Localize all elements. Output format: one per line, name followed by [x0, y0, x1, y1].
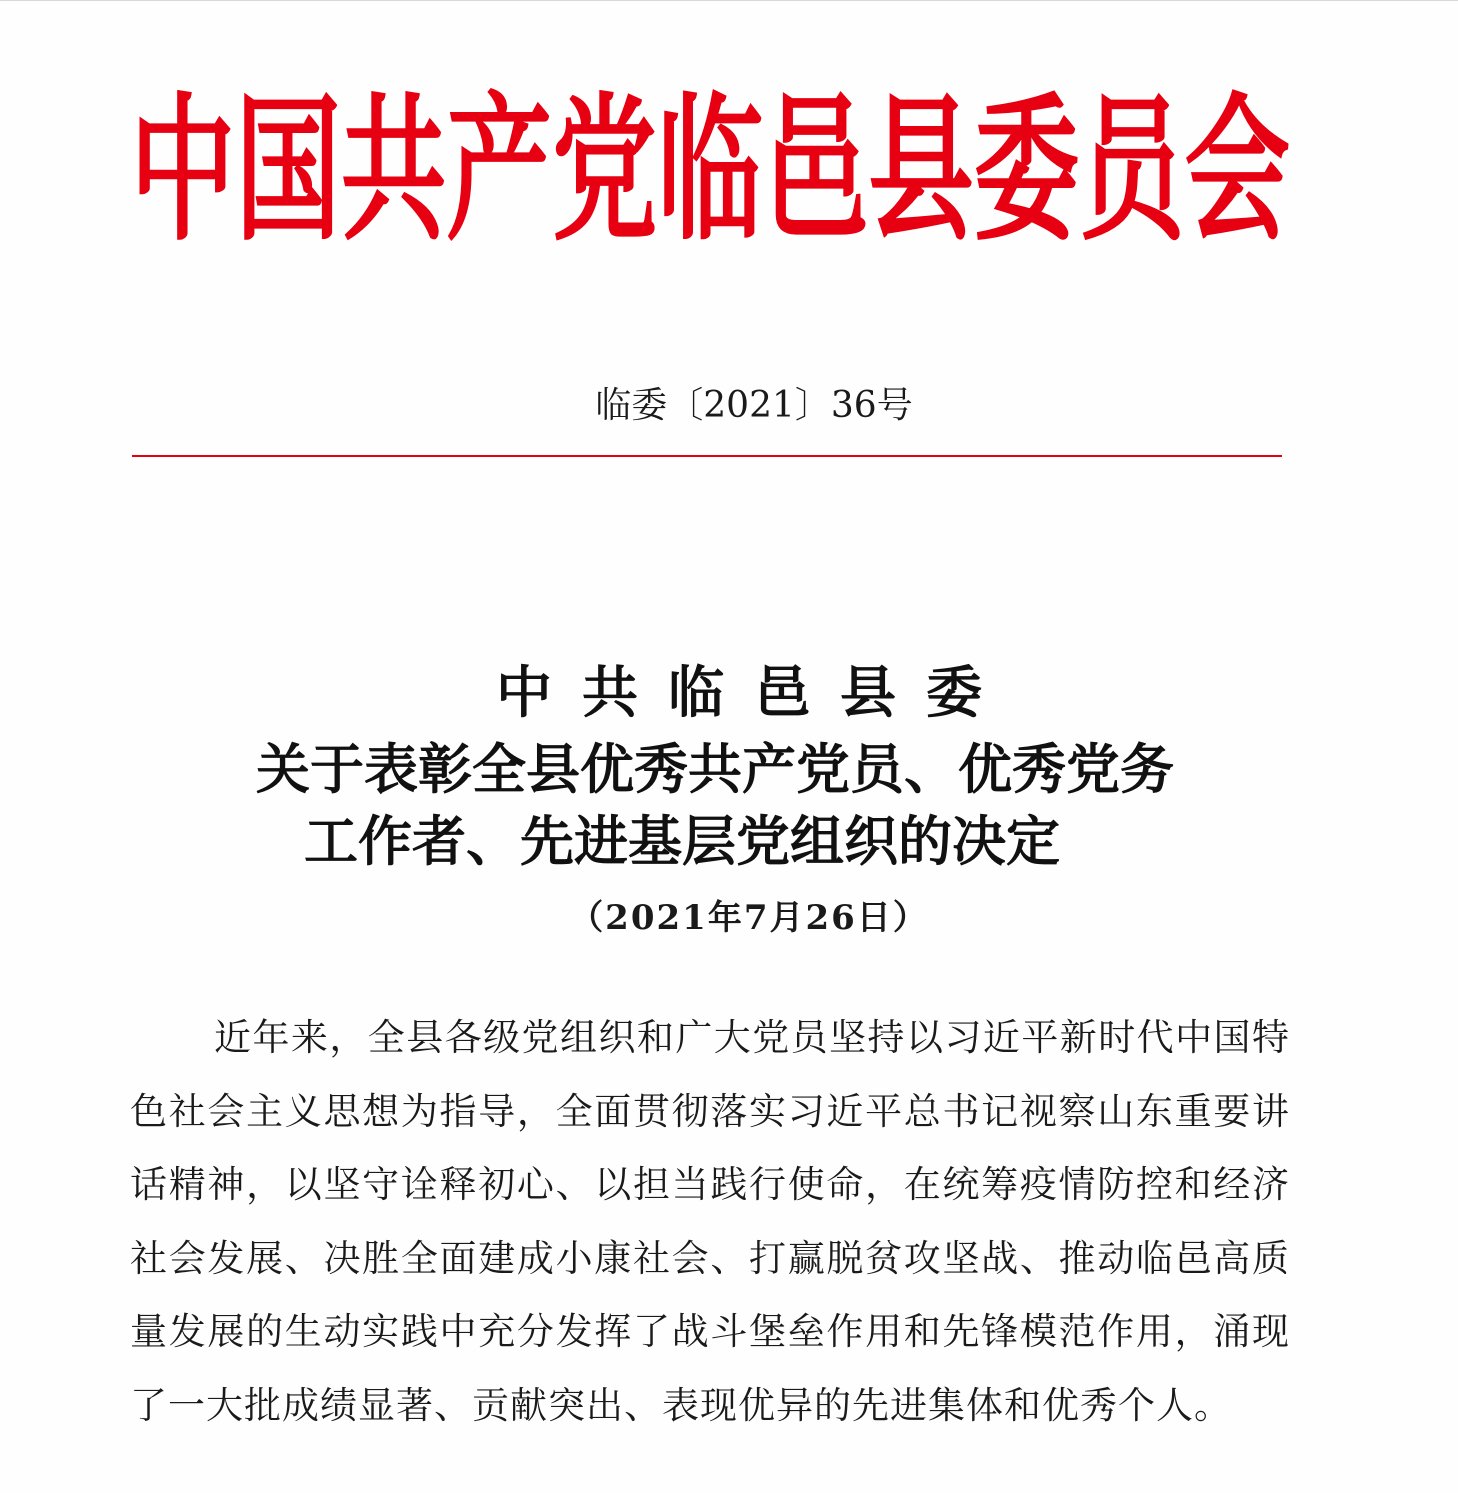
decision-title-line-3: 工作者、先进基层党组织的决定 — [304, 810, 1060, 873]
body-paragraph: 近年来，全县各级党组织和广大党员坚持以习近平新时代中国特色社会主义思想为指导，全面贯彻落实习近平总书记视察山东重要讲话精神，以坚守诠释初心、以担当践行使命，在统筹疫情防控和经济社会发展、决胜全面建成小康社会、打赢脱贫攻坚战、推动临邑高质量发展的生动实践中充分发挥了战斗堡垒作用和先锋模范作用，涌现了一大批成绩显著、贡献突出、表现优异的先进集体和优秀个人。 — [130, 1016, 1290, 1427]
decision-title-line-2: 关于表彰全县优秀共产党员、优秀党务 — [256, 738, 1174, 801]
red-divider-line — [132, 455, 1282, 457]
document-number: 临委〔2021〕36号 — [595, 385, 913, 426]
decision-title-line-1: 中共临邑县委 — [496, 661, 1012, 726]
issue-date: （2021年7月26日） — [569, 898, 929, 938]
red-header-masthead: 中国共产党临邑县委员会 — [130, 78, 1290, 263]
